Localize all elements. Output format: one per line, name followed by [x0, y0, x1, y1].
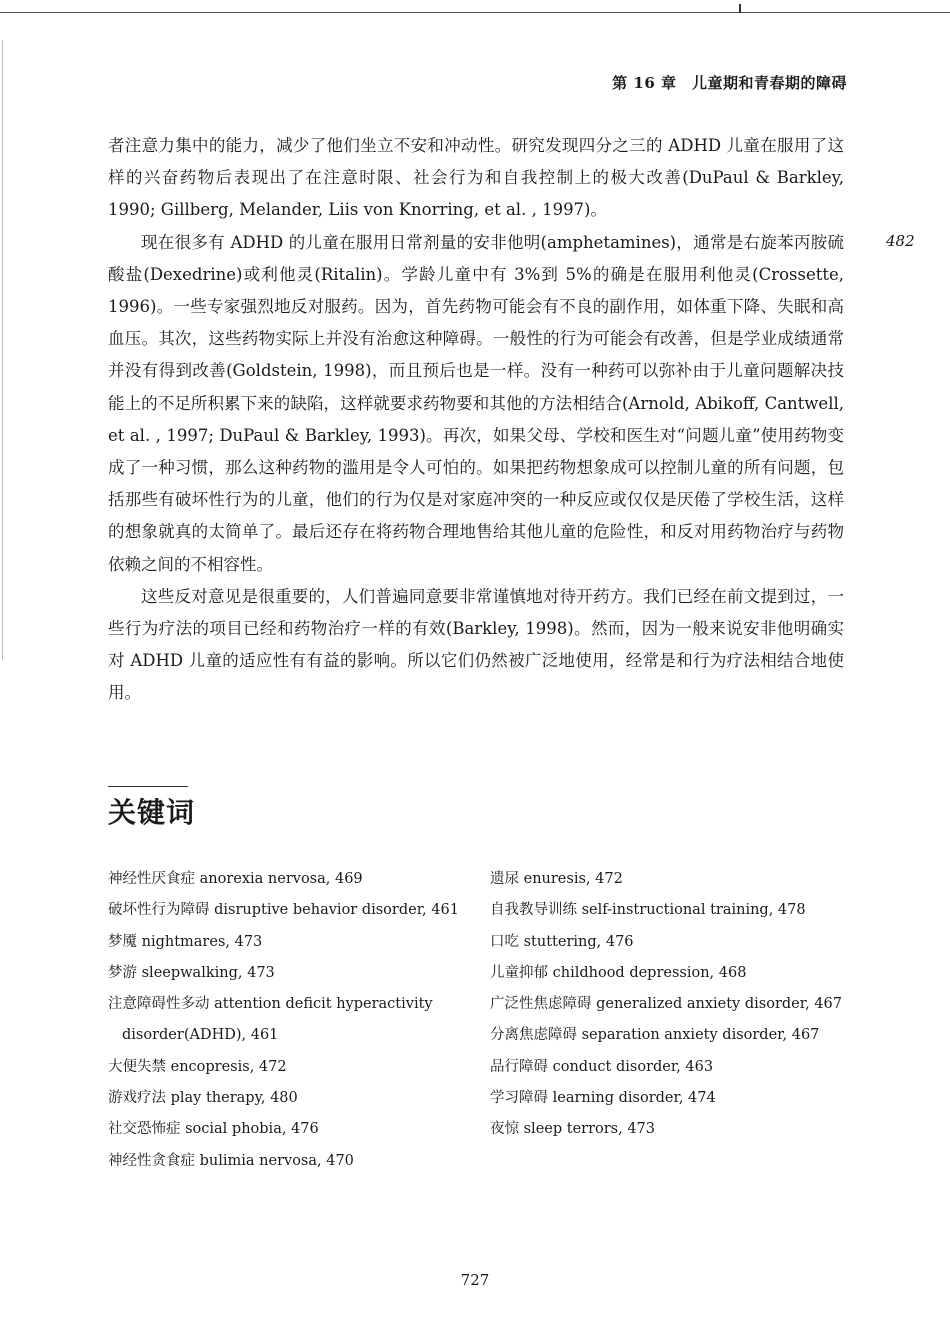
keywords-left-column	[108, 864, 468, 1177]
keyword-item: 梦魇 nightmares, 473	[108, 933, 263, 950]
keywords-rule	[108, 786, 188, 787]
keyword-item: 遗尿 enuresis, 472	[490, 871, 623, 887]
paragraph-2: 现在很多有 ADHD 的儿童在服用日常剂量的安非他明(amphetamines)，通常是右旋苯丙胺硫酸盐(Dexedrine)或利他灵(Ritalin)。学龄儿童中有 3%到 5%的确是在服用利他灵(Crossette, 1996)。一些专家强烈地反对服药。因为，首先药物可能会有不良的副作用，如体重下降、失眠和高血压。其次，这些药物实际上并没有治愈这种障碍。一般性的行为可能会有改善，但是学业成绩通常并没有得到改善(Goldstein, 1998)，而且预后也是一样。没有一种药可以弥补由于儿童问题解决技能上的不足所积累下来的缺陷，这样就要求药物要和其他的方法相结合(Arnold, Abikoff, Cantwell, et al. , 1997; DuPaul & Barkley, 1993)。再次，如果父母、学校和医生对“问题儿童”使用药物变成了一种习惯，那么这种药物的滥用是令人可怕的。如果把药物想象成可以控制儿童的所有问题，包括那些有破坏性行为的儿童，他们的行为仅是对家庭冲突的一种反应或仅仅是厌倦了学校生活，这样的想象就真的太简单了。最后还存在将药物合理地售给其他儿童的危险性，和反对用药物治疗与药物依赖之间的不相容性。	[108, 232, 844, 574]
running-header: 第 16 章 儿童期和青春期的障碍	[612, 74, 847, 92]
keyword-item: 儿童抑郁 childhood depression, 468	[490, 964, 747, 981]
paragraph-1: 者注意力集中的能力，减少了他们坐立不安和冲动性。研究发现四分之三的 ADHD 儿童在服用了这样的兴奋药物后表现出了在注意时限、社会行为和自我控制上的极大改善(DuPaul & Barkley, 1990; Gillberg, Melander, Liis von Knorring, et al. , 1997)。	[108, 136, 844, 220]
page-number: 727	[460, 1271, 490, 1289]
keywords-heading: 关键词	[108, 796, 196, 829]
page-left-edge	[2, 40, 3, 660]
keyword-item: 神经性厌食症 anorexia nervosa, 469	[108, 871, 363, 887]
keyword-item: 夜惊 sleep terrors, 473	[490, 1121, 656, 1138]
body-text	[108, 130, 844, 710]
keyword-item: 游戏疗法 play therapy, 480	[108, 1090, 298, 1107]
top-tick-mark	[739, 4, 741, 13]
keyword-item: 注意障碍性多动 attention deficit hyperactivity disorder(ADHD), 461	[108, 996, 433, 1044]
margin-page-reference: 482	[886, 232, 915, 250]
keyword-item: 神经性贪食症 bulimia nervosa, 470	[108, 1152, 354, 1169]
keyword-item: 社交恐怖症 social phobia, 476	[108, 1121, 319, 1138]
keyword-item: 大便失禁 encopresis, 472	[108, 1058, 287, 1075]
keyword-item: 自我教导训练 self-instructional training, 478	[490, 902, 806, 919]
top-rule	[0, 12, 950, 13]
keyword-item: 口吃 stuttering, 476	[490, 933, 634, 950]
keyword-item: 品行障碍 conduct disorder, 463	[490, 1058, 714, 1075]
paragraph-3: 这些反对意见是很重要的，人们普遍同意要非常谨慎地对待开药方。我们已经在前文提到过，一些行为疗法的项目已经和药物治疗一样的有效(Barkley, 1998)。然而，因为一般来说安非他明确实对 ADHD 儿童的适应性有有益的影响。所以它们仍然被广泛地使用，经常是和行为疗法相结合地使用。	[108, 586, 844, 703]
keyword-item: 梦游 sleepwalking, 473	[108, 964, 275, 981]
keyword-item: 学习障碍 learning disorder, 474	[490, 1090, 716, 1107]
keyword-item: 分离焦虑障碍 separation anxiety disorder, 467	[490, 1027, 820, 1044]
keyword-item: 破坏性行为障碍 disruptive behavior disorder, 461	[108, 902, 459, 919]
keywords-right-column	[490, 864, 850, 1146]
keyword-item: 广泛性焦虑障碍 generalized anxiety disorder, 467	[490, 996, 842, 1013]
